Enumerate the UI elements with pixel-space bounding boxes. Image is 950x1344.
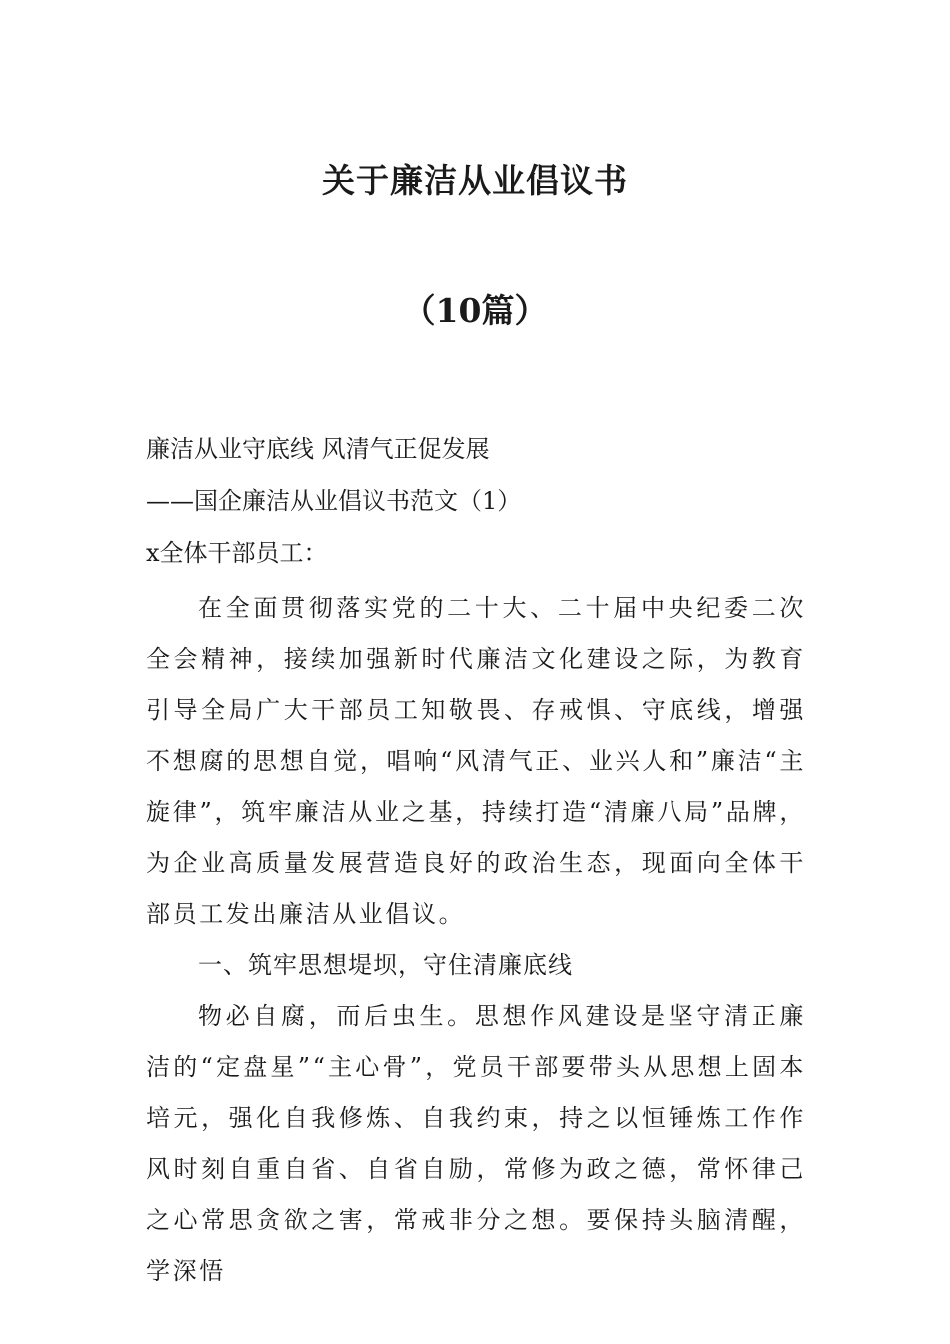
document-body xyxy=(146,429,806,1297)
document-title: 关于廉洁从业倡议书 xyxy=(322,161,628,200)
intro-paragraph: 在全面贯彻落实党的二十大、二十届中央纪委二次全会精神，接续加强新时代廉洁文化建设之际，为教育引导全局广大干部员工知敬畏、存戒惧、守底线，增强不想腐的思想自觉，唱响“风清气正、业兴人和”廉洁“主旋律”，筑牢廉洁从业之基，持续打造“清廉八局”品牌，为企业高质量发展营造良好的政治生态，现面向全体干部员工发出廉洁从业倡议。 xyxy=(146,594,806,928)
article-subtitle: ——国企廉洁从业倡议书范文（1） xyxy=(146,487,522,515)
section-paragraph: 物必自腐，而后虫生。思想作风建设是坚守清正廉洁的“定盘星”“主心骨”，党员干部要带头从思想上固本培元，强化自我修炼、自我约束，持之以恒锤炼工作作风时刻自重自省、自省自励，常修为政之德，常怀律己之心常思贪欲之害，常戒非分之想。要保持头脑清醒，学深悟 xyxy=(146,1002,806,1285)
salutation: x全体干部员工： xyxy=(146,539,328,567)
document-subtitle: （10篇） xyxy=(402,291,548,330)
article-title: 廉洁从业守底线 风清气正促发展 xyxy=(146,435,490,463)
section-heading: 一、筑牢思想堤坝，守住清廉底线 xyxy=(198,951,573,979)
